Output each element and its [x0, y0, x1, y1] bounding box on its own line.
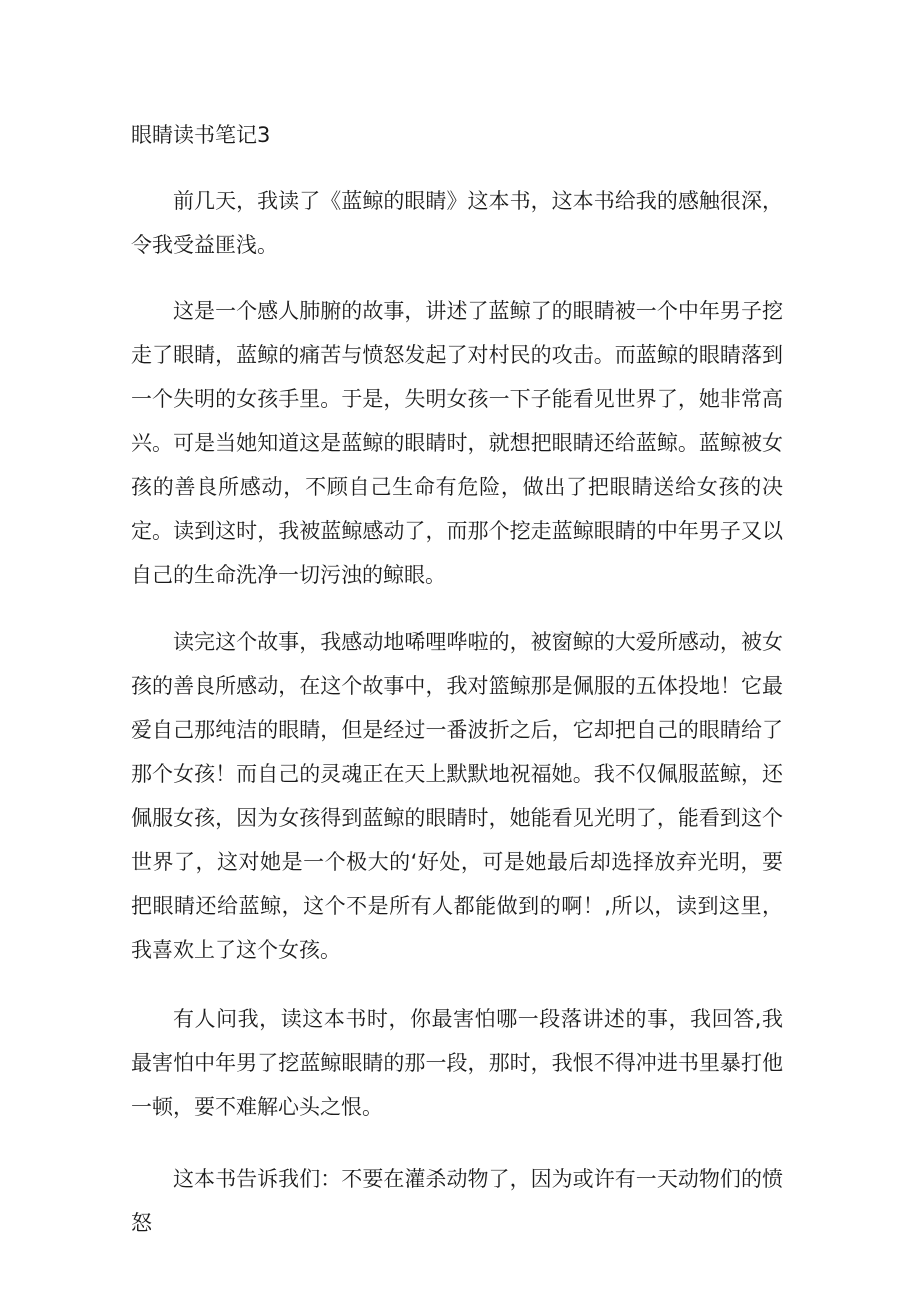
paragraph-question: 有人问我，读这本书时，你最害怕哪一段落讲述的事，我回答,我最害怕中年男了挖蓝鲸眼睛的那一段，那时，我恨不得冲进书里暴打他一顿，要不难解心头之恨。 [131, 1007, 783, 1119]
paragraph-story-summary: 这是一个感人肺腑的故事，讲述了蓝鲸了的眼睛被一个中年男子挖走了眼睛，蓝鲸的痛苦与愤怒发起了对村民的攻击。而蓝鲸的眼睛落到一个失明的女孩手里。于是，失明女孩一下子能看见世界了，她非常高兴。可是当她知道这是蓝鲸的眼睛时，就想把眼睛还给蓝鲸。蓝鲸被女孩的善良所感动，不顾自己生命有危险，做出了把眼睛送给女孩的决定。读到这时，我被蓝鲸感动了，而那个挖走蓝鲸眼睛的中年男子又以自己的生命洗净一切污浊的鲸眼。 [131, 299, 783, 587]
paragraph-reflection: 读完这个故事，我感动地唏哩哗啦的，被窗鲸的大爱所感动，被女孩的善良所感动，在这个故事中，我对篮鲸那是佩服的五体投地！它最爱自己那纯洁的眼睛，但是经过一番波折之后，它却把自己的眼睛给了那个女孩！而自己的灵魂正在天上默默地祝福她。我不仅佩服蓝鲸，还佩服女孩，因为女孩得到蓝鲸的眼睛时，她能看见光明了，能看到这个世界了，这对她是一个极大的‘好处，可是她最后却选择放弃光明，要把眼睛还给蓝鲸，这个不是所有人都能做到的啊！,所以，读到这里，我喜欢上了这个女孩。 [131, 630, 783, 962]
document-title: 眼睛读书笔记3 [131, 123, 271, 147]
paragraph-lesson: 这本书告诉我们：不要在灌杀动物了，因为或许有一天动物们的愤怒 [131, 1167, 783, 1235]
paragraph-intro: 前几天，我读了《蓝鲸的眼睛》这本书，这本书给我的感触很深，令我受益匪浅。 [131, 189, 783, 257]
